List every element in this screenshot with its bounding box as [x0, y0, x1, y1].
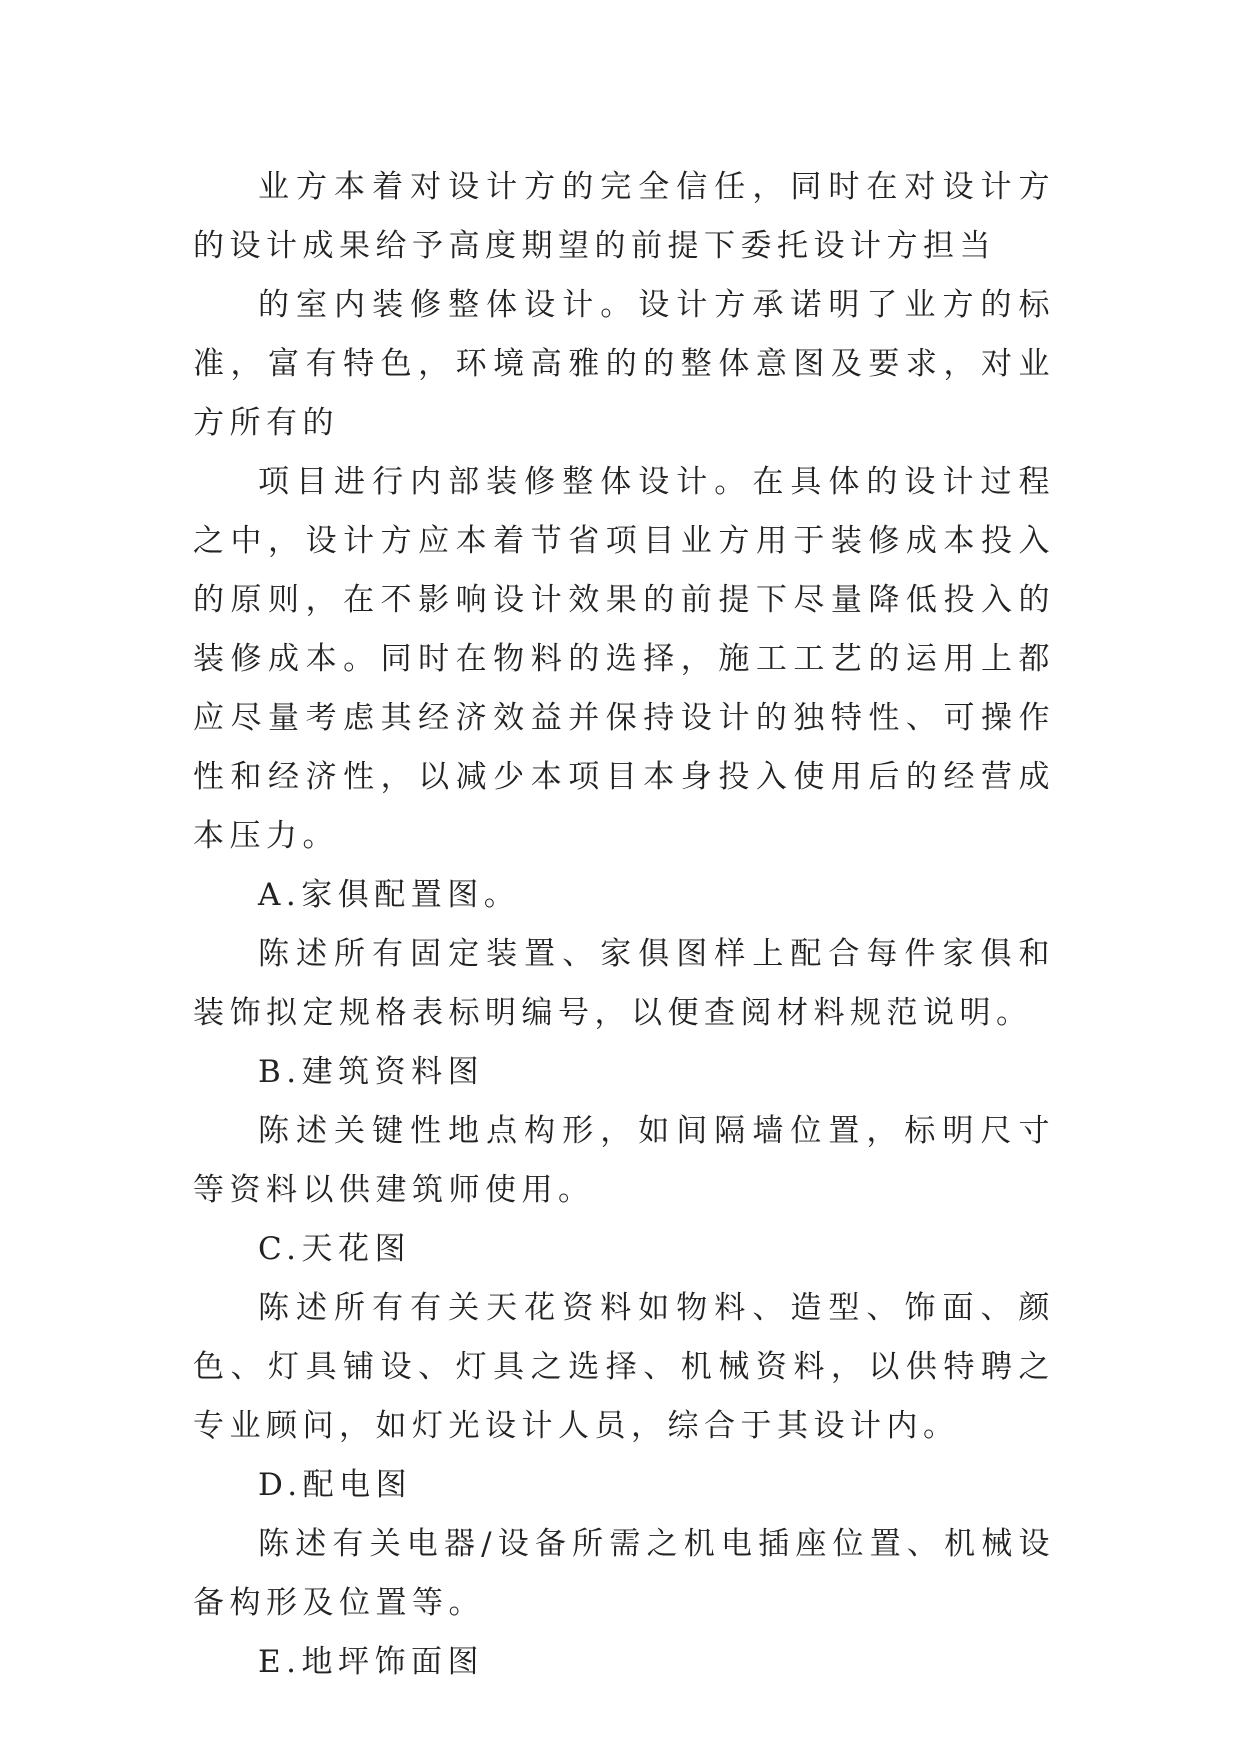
paragraph-design-intent: 的室内装修整体设计。设计方承诺明了业方的标准，富有特色，环境高雅的的整体意图及要求，对业方所有的: [193, 287, 1055, 441]
heading-furniture-layout: A.家俱配置图。: [258, 877, 521, 913]
paragraph-cost-principle: 项目进行内部装修整体设计。在具体的设计过程之中，设计方应本着节省项目业方用于装修成本投入的原则，在不影响设计效果的前提下尽量降低投入的装修成本。同时在物料的选择，施工工艺的运用上都应尽量考虑其经济效益并保持设计的独特性、可操作性和经济性，以减少本项目本身投入使用后的经营成本压力。: [193, 464, 1055, 854]
document-body: [193, 158, 1055, 1692]
heading-architectural-drawing: B.建筑资料图: [258, 1054, 485, 1090]
paragraph-architectural-drawing: 陈述关键性地点构形，如间隔墙位置，标明尺寸等资料以供建筑师使用。: [193, 1113, 1055, 1208]
heading-floor-finish-plan: E.地坪饰面图: [258, 1644, 484, 1680]
heading-electrical-plan: D.配电图: [258, 1467, 413, 1503]
heading-ceiling-plan: C.天花图: [258, 1231, 411, 1267]
paragraph-ceiling-plan: 陈述所有有关天花资料如物料、造型、饰面、颜色、灯具铺设、灯具之选择、机械资料，以供特聘之专业顾问，如灯光设计人员，综合于其设计内。: [193, 1290, 1055, 1444]
paragraph-furniture-layout: 陈述所有固定装置、家俱图样上配合每件家俱和装饰拟定规格表标明编号，以便查阅材料规范说明。: [193, 936, 1055, 1031]
paragraph-electrical-plan: 陈述有关电器/设备所需之机电插座位置、机械设备构形及位置等。: [193, 1526, 1055, 1621]
paragraph-intro: 业方本着对设计方的完全信任，同时在对设计方的设计成果给予高度期望的前提下委托设计方担当: [193, 169, 1055, 264]
